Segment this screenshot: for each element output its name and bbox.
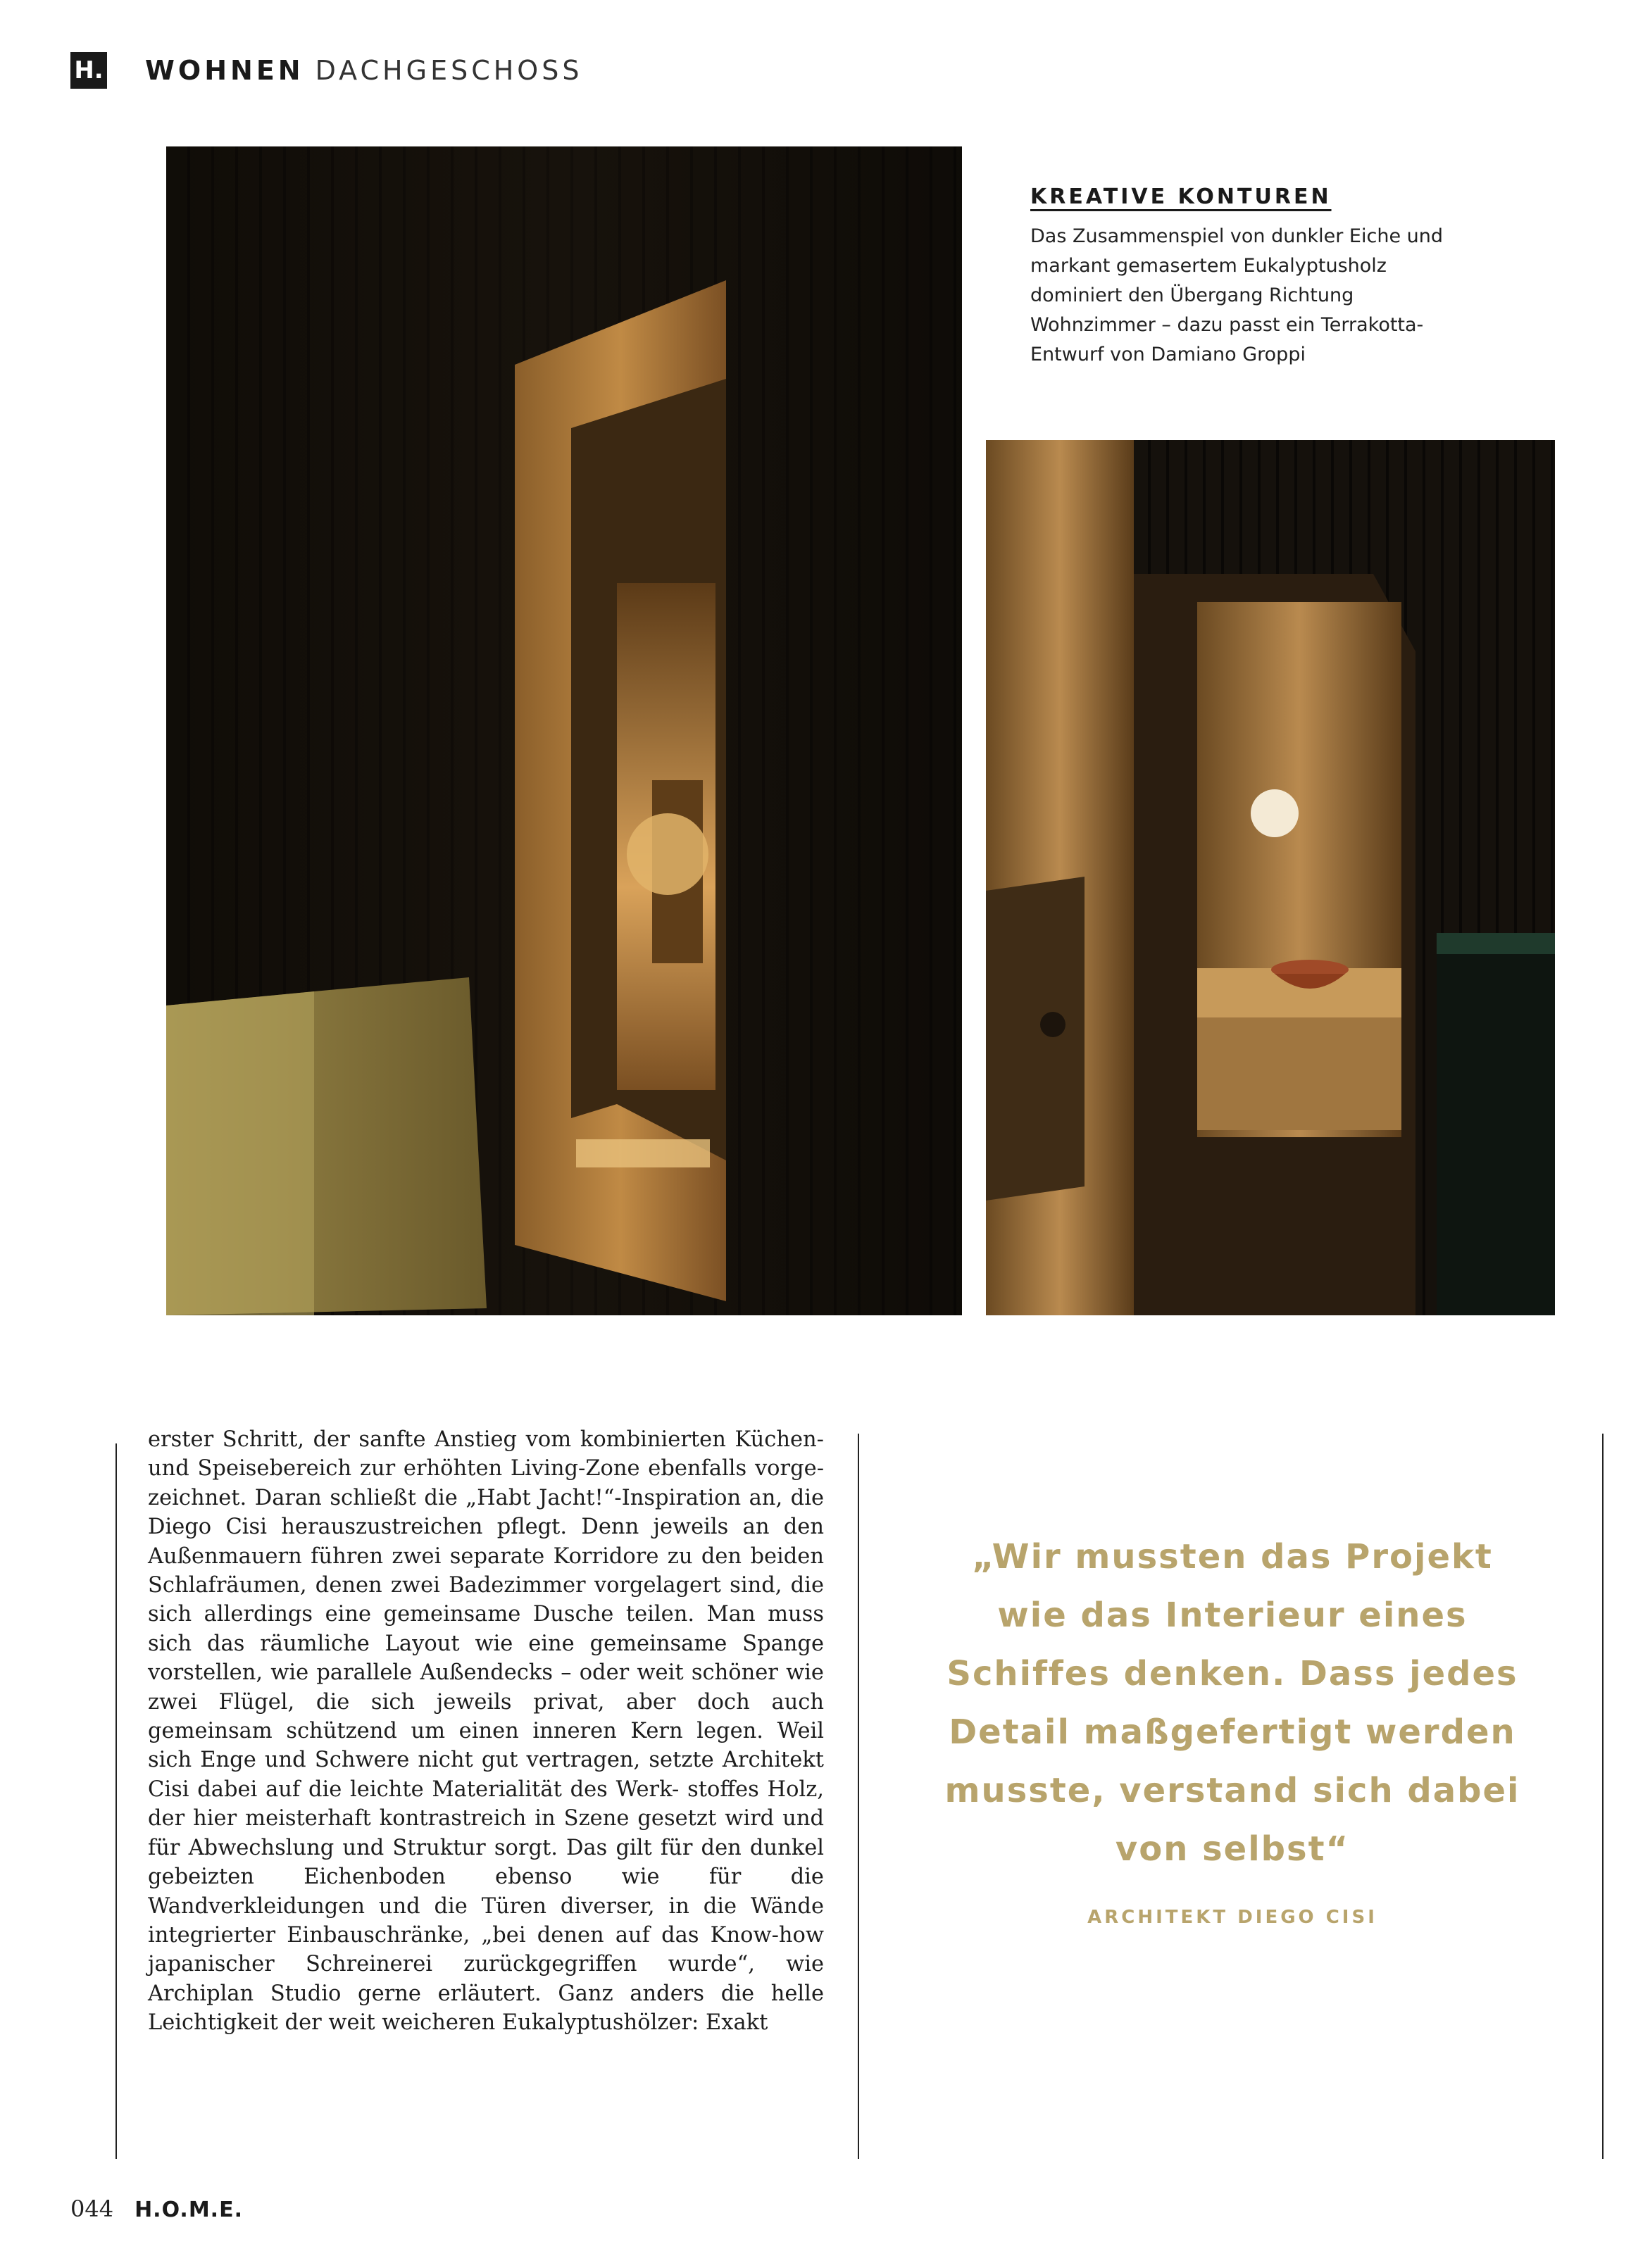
caption-body: Das Zusammenspiel von dunkler Eiche und markant gemasertem Eukalyptusholz dominiert den Übergang Richtung Wohnzimmer – dazu passt ein Terrakotta-Entwurf von Damiano Groppi — [1030, 225, 1443, 365]
photo-corridor — [166, 146, 962, 1315]
section-label: WOHNEN — [145, 55, 304, 86]
photo-washbasin-niche — [986, 440, 1555, 1315]
column-rule-middle — [858, 1434, 859, 2159]
photo-washbasin-illustration — [986, 440, 1555, 1315]
image-caption — [1030, 184, 1453, 370]
page-header — [70, 52, 582, 89]
caption-title: KREATIVE KONTUREN — [1030, 184, 1332, 209]
quote-attribution: ARCHITEKT DIEGO CISI — [1087, 1907, 1377, 1928]
page-number: 044 — [70, 2195, 114, 2222]
photo-corridor-illustration — [166, 146, 962, 1315]
article-body: erster Schritt, der sanfte Anstieg vom kombinierten Küchen- und Speisebereich zur erhöhten Living-Zone ebenfalls vorge- zeichnet. Daran schließt die „Habt Jacht!“-Inspiration an, die Diego Cisi herauszustreichen pflegt. Denn jeweils an den Außenmauern führen zwei separate Korridore zu den beiden Schlafräumen, denen zwei Badezimmer vorgelagert sind, die sich allerdings eine gemeinsame Dusche teilen. Man muss sich das räumliche Layout wie eine gemeinsame Spange vorstellen, wie parallele Außendecks – oder weit schöner wie zwei Flügel, die sich jeweils privat, aber doch auch gemeinsam schützend um einen inneren Kern legen. Weil sich Enge und Schwere nicht gut vertragen, setzte Architekt Cisi dabei auf die leichte Materialität des Werk- stoffes Holz, der hier meisterhaft kontrastreich in Szene gesetzt wird und für Abwechslung und Struktur sorgt. Das gilt für den dunkel gebeizten Eichenboden ebenso wie für die Wandverkleidungen und die Türen diverser, in die Wände integrierter Einbauschränke, „bei denen auf das Know-how japanischer Schreinerei zurückgegriffen wurde“, wie Archiplan Studio gerne erläutert. Ganz anders die helle Leichtigkeit der weit weicheren Eukalyptushölzer: Exakt — [148, 1427, 824, 2036]
magazine-logo-badge: H. — [70, 52, 107, 89]
subsection-label: DACHGESCHOSS — [315, 55, 583, 86]
magazine-name: H.O.M.E. — [135, 2198, 243, 2222]
column-rule-left — [115, 1443, 117, 2159]
pull-quote: „Wir mussten das Projekt wie das Interieur eines Schiffes denken. Dass jedes Detail maßgefertigt werden musste, verstand sich dabei von selbst“ — [944, 1537, 1520, 1869]
column-rule-right — [1602, 1434, 1604, 2159]
page-footer — [70, 2195, 243, 2222]
